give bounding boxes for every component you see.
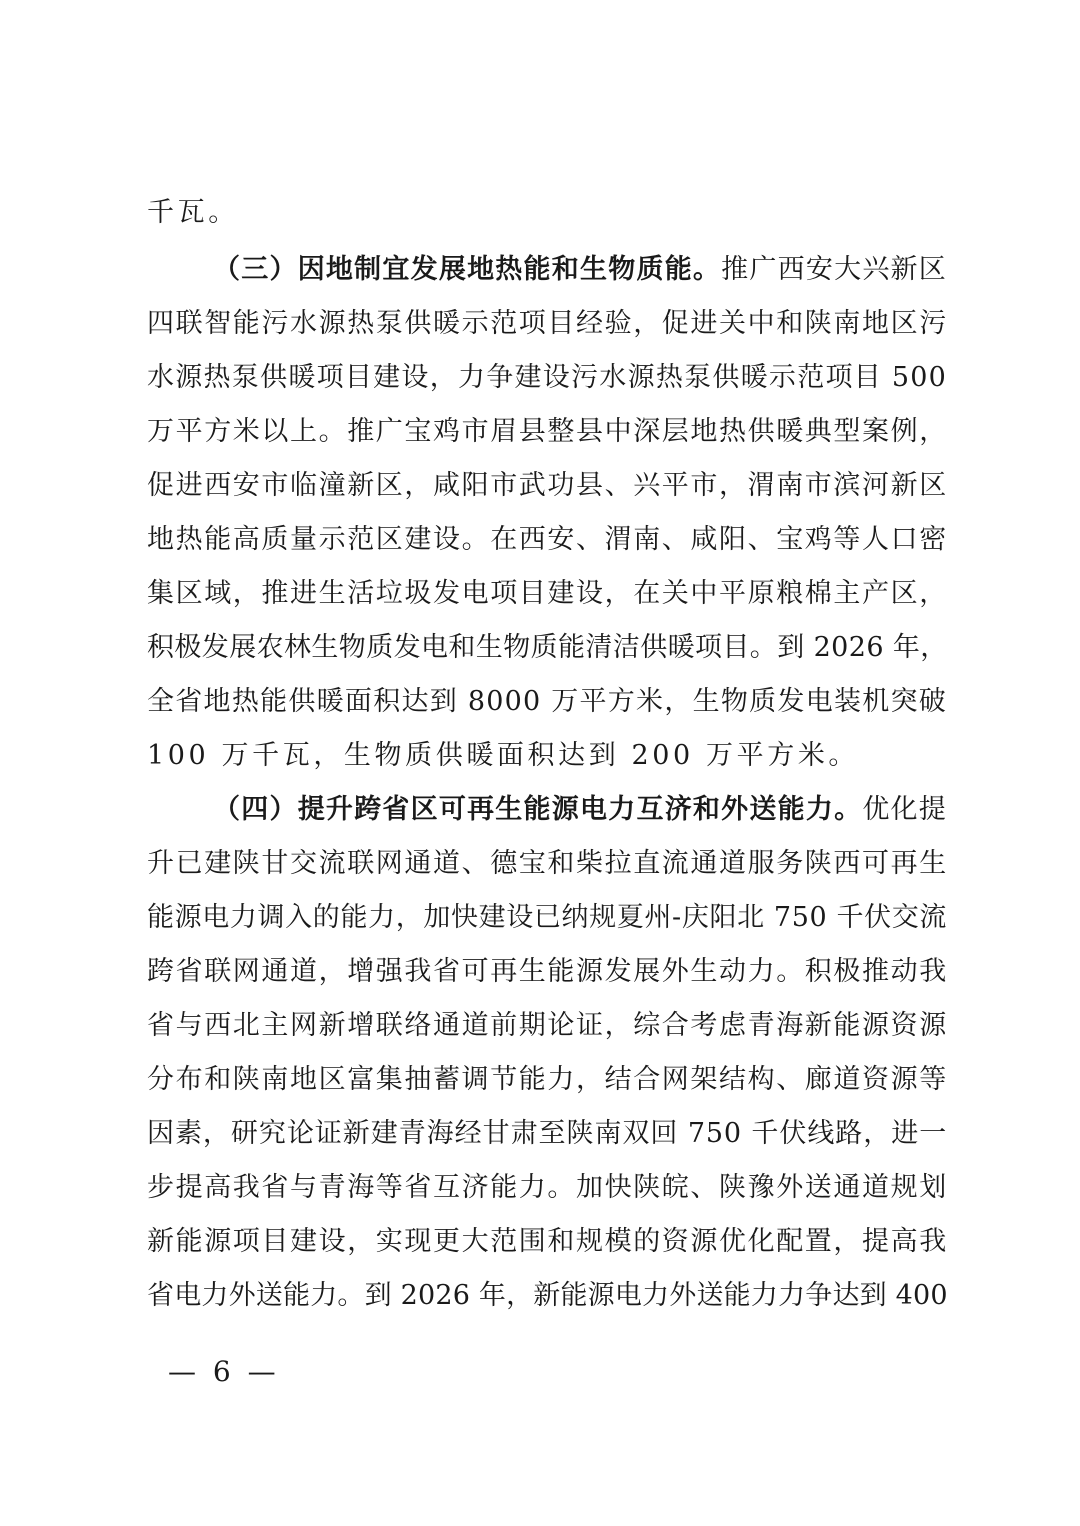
text-line: 能源电力调入的能力，加快建设已纳规夏州-庆阳北 750 千伏交流	[147, 902, 947, 933]
text-line: 全省地热能供暖面积达到 8000 万平方米，生物质发电装机突破	[147, 686, 947, 717]
text-line: 100 万千瓦，生物质供暖面积达到 200 万平方米。	[147, 740, 860, 771]
text-line	[213, 250, 947, 290]
text-line: 分布和陕南地区富集抽蓄调节能力，结合网架结构、廊道资源等	[147, 1064, 948, 1095]
text-line: 跨省联网通道，增强我省可再生能源发展外生动力。积极推动我	[147, 956, 948, 987]
text-line: 步提高我省与青海等省互济能力。加快陕皖、陕豫外送通道规划	[147, 1172, 948, 1203]
text-line: 地热能高质量示范区建设。在西安、渭南、咸阳、宝鸡等人口密	[147, 524, 948, 555]
text-line: 升已建陕甘交流联网通道、德宝和柴拉直流通道服务陕西可再生	[147, 848, 948, 879]
page-number: — 6 —	[168, 1355, 280, 1388]
text-span: 千瓦。	[147, 197, 239, 228]
text-line: 水源热泵供暖项目建设，力争建设污水源热泵供暖示范项目 500	[147, 362, 947, 393]
text-line: 促进西安市临潼新区，咸阳市武功县、兴平市，渭南市滨河新区	[147, 470, 948, 501]
text-line: 因素，研究论证新建青海经甘肃至陕南双回 750 千伏线路，进一	[147, 1118, 947, 1149]
text-line: 积极发展农林生物质发电和生物质能清洁供暖项目。到 2026 年，	[147, 632, 948, 663]
text-line: 四联智能污水源热泵供暖示范项目经验，促进关中和陕南地区污	[147, 308, 948, 339]
text-span: 优化提	[862, 794, 947, 825]
text-line: 省电力外送能力。到 2026 年，新能源电力外送能力力争达到 400	[147, 1280, 948, 1311]
text-line: 万平方米以上。推广宝鸡市眉县整县中深层地热供暖典型案例，	[147, 416, 948, 447]
section-heading-four: （四）提升跨省区可再生能源电力互济和外送能力。	[213, 794, 863, 825]
text-line	[147, 193, 947, 233]
section-heading-three: （三）因地制宜发展地热能和生物质能。	[213, 254, 722, 285]
text-span: 推广西安大兴新区	[721, 254, 947, 285]
text-line	[213, 790, 947, 830]
text-line: 新能源项目建设，实现更大范围和规模的资源优化配置，提高我	[147, 1226, 948, 1257]
text-line: 集区域，推进生活垃圾发电项目建设，在关中平原粮棉主产区，	[147, 578, 948, 609]
text-line: 省与西北主网新增联络通道前期论证，综合考虑青海新能源资源	[147, 1010, 948, 1041]
